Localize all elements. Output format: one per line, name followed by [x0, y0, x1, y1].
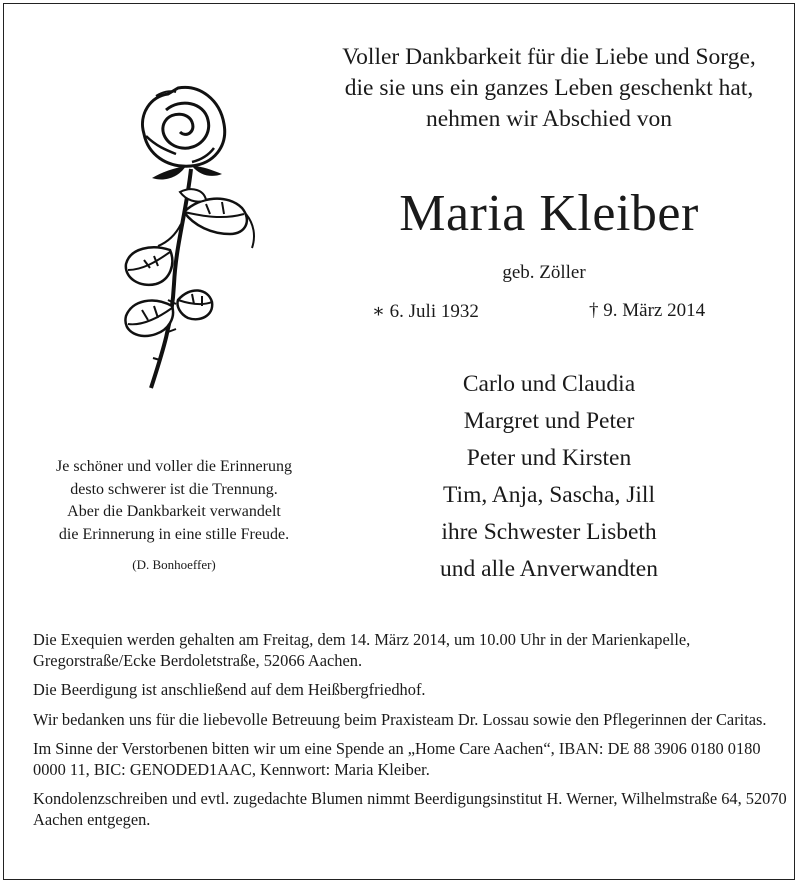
mourner-line: Peter und Kirsten [466, 445, 632, 471]
rose-icon [96, 74, 261, 392]
intro-line: nehmen wir Abschied von [425, 106, 673, 132]
mourner-line: und alle Anverwandten [440, 556, 658, 582]
details-paragraph: Kondolenzschreiben und evtl. zugedachte Blumen nimmt Beerdigungsinstitut H. Werner, Wilhelmstraße 64, 52070 Aachen entgegen. [33, 789, 787, 829]
details-paragraph: Die Beerdigung ist anschließend auf dem Heißbergfriedhof. [33, 680, 426, 699]
intro-line: die sie uns ein ganzes Leben geschenkt hat, [344, 75, 754, 101]
funeral-details [33, 630, 793, 839]
quote-author: (D. Bonhoeffer) [132, 557, 216, 572]
quote-line: Aber die Dankbarkeit verwandelt [67, 503, 281, 520]
quote-line: desto schwerer ist die Trennung. [70, 480, 278, 498]
mourner-line: Carlo und Claudia [462, 371, 636, 397]
quote-line: die Erinnerung in eine stille Freude. [58, 525, 290, 543]
intro-text [304, 42, 794, 135]
birth-date: ∗ 6. Juli 1932 [372, 301, 479, 322]
mourners-list [354, 366, 744, 588]
notice-frame [3, 3, 795, 880]
details-paragraph: Wir bedanken uns für die liebevolle Betreuung beim Praxisteam Dr. Lossau sowie den Pflegerinnen der Caritas. [33, 709, 767, 729]
mourner-line: Tim, Anja, Sascha, Jill [443, 482, 655, 508]
death-date: † 9. März 2014 [589, 300, 706, 321]
quote-line: Je schöner und voller die Erinnerung [56, 458, 292, 475]
details-paragraph: Die Exequien werden gehalten am Freitag, dem 14. März 2014, um 10.00 Uhr in der Marienkapelle, Gregorstraße/Ecke Berdoletstraße, 52066 Aachen. [33, 630, 691, 670]
mourner-line: Margret und Peter [463, 408, 635, 434]
memorial-quote [24, 456, 324, 577]
details-paragraph: Im Sinne der Verstorbenen bitten wir um eine Spende an „Home Care Aachen“, IBAN: DE 88 3906 0180 0180 0000 11, BIC: GENODED1AAC, Kennwort: Maria Kleiber. [33, 739, 761, 779]
intro-line: Voller Dankbarkeit für die Liebe und Sorge, [342, 44, 756, 70]
deceased-name: Maria Kleiber [399, 185, 699, 242]
born-name: geb. Zöller [502, 262, 586, 283]
mourner-line: ihre Schwester Lisbeth [441, 519, 657, 545]
